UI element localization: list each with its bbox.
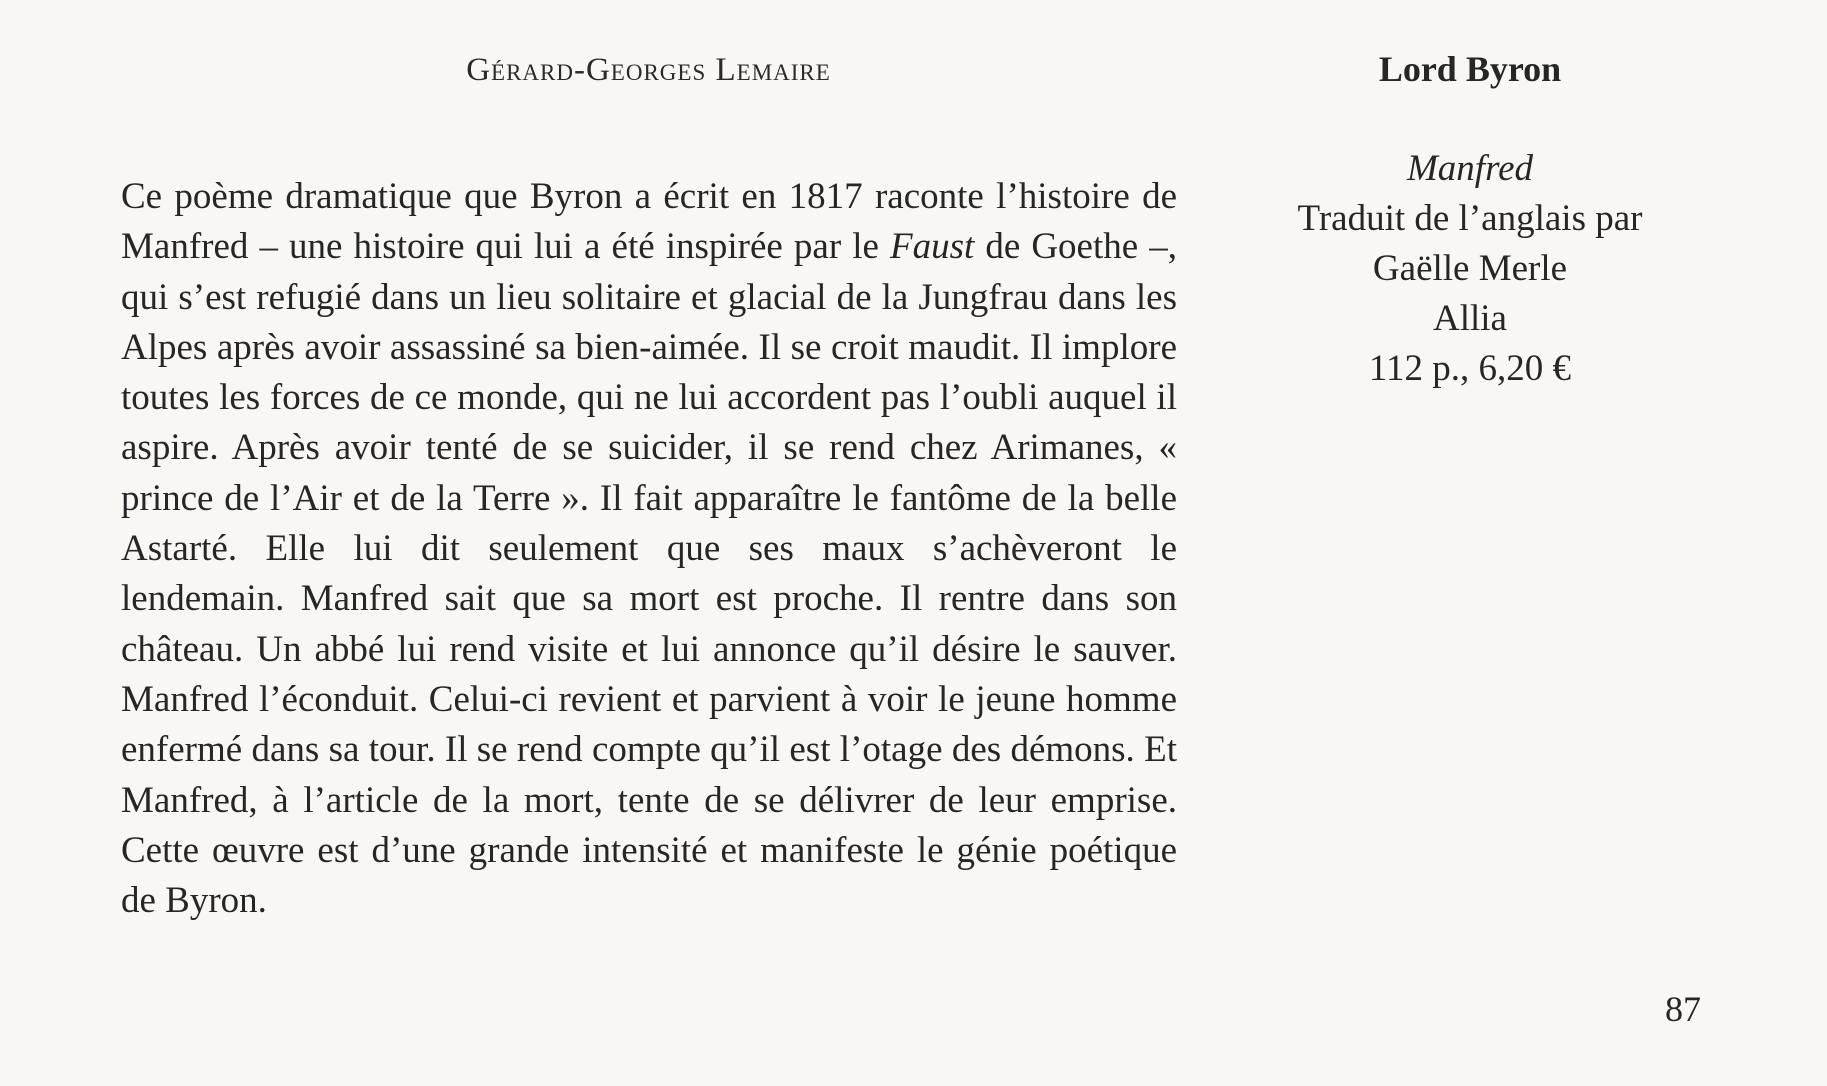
book-author: Lord Byron <box>1378 49 1562 89</box>
page-number: 87 <box>1665 989 1701 1029</box>
book-publisher: Allia <box>1433 298 1507 339</box>
italic-work-title: Faust <box>889 226 975 268</box>
book-translator: Gaëlle Merle <box>1372 248 1568 289</box>
review-text-start: Ce poème dramatique que Byron a écrit en 1817 raconte l’histoire de Manfred – une histoire qui lui a été inspirée par le <box>121 176 1177 268</box>
book-translation-note: Traduit de l’anglais par <box>1297 198 1643 239</box>
review-body <box>121 172 1177 926</box>
review-author: Gérard-Georges Lemaire <box>466 52 831 88</box>
review-text-end: de Goethe –, qui s’est refugié dans un lieu solitaire et glacial de la Jungfrau dans les Alpes après avoir assassiné sa bien-aimée. Il se croit maudit. Il implore toutes les forces de ce monde, qui ne lui accordent pas l’oubli auquel il aspire. Après avoir tenté de se suicider, il se rend chez Arimanes, « prince de l’Air et de la Terre ». Il fait apparaître le fantôme de la belle Astarté. Elle lui dit seulement que ses maux s’achèveront le lendemain. Manfred sait que sa mort est proche. Il rentre dans son château. Un abbé lui rend visite et lui annonce qu’il désire le sauver. Manfred l’éconduit. Celui-ci revient et parvient à voir le jeune homme enfermé dans sa tour. Il se rend compte qu’il est l’otage des démons. Et Manfred, à l’article de la mort, tente de se délivrer de leur emprise. Cette œuvre est d’une grande intensité et manifeste le génie poétique de Byron. <box>121 226 1177 922</box>
book-info <box>1240 44 1700 394</box>
book-details: 112 p., 6,20 € <box>1368 348 1572 389</box>
book-title: Manfred <box>1406 148 1534 189</box>
